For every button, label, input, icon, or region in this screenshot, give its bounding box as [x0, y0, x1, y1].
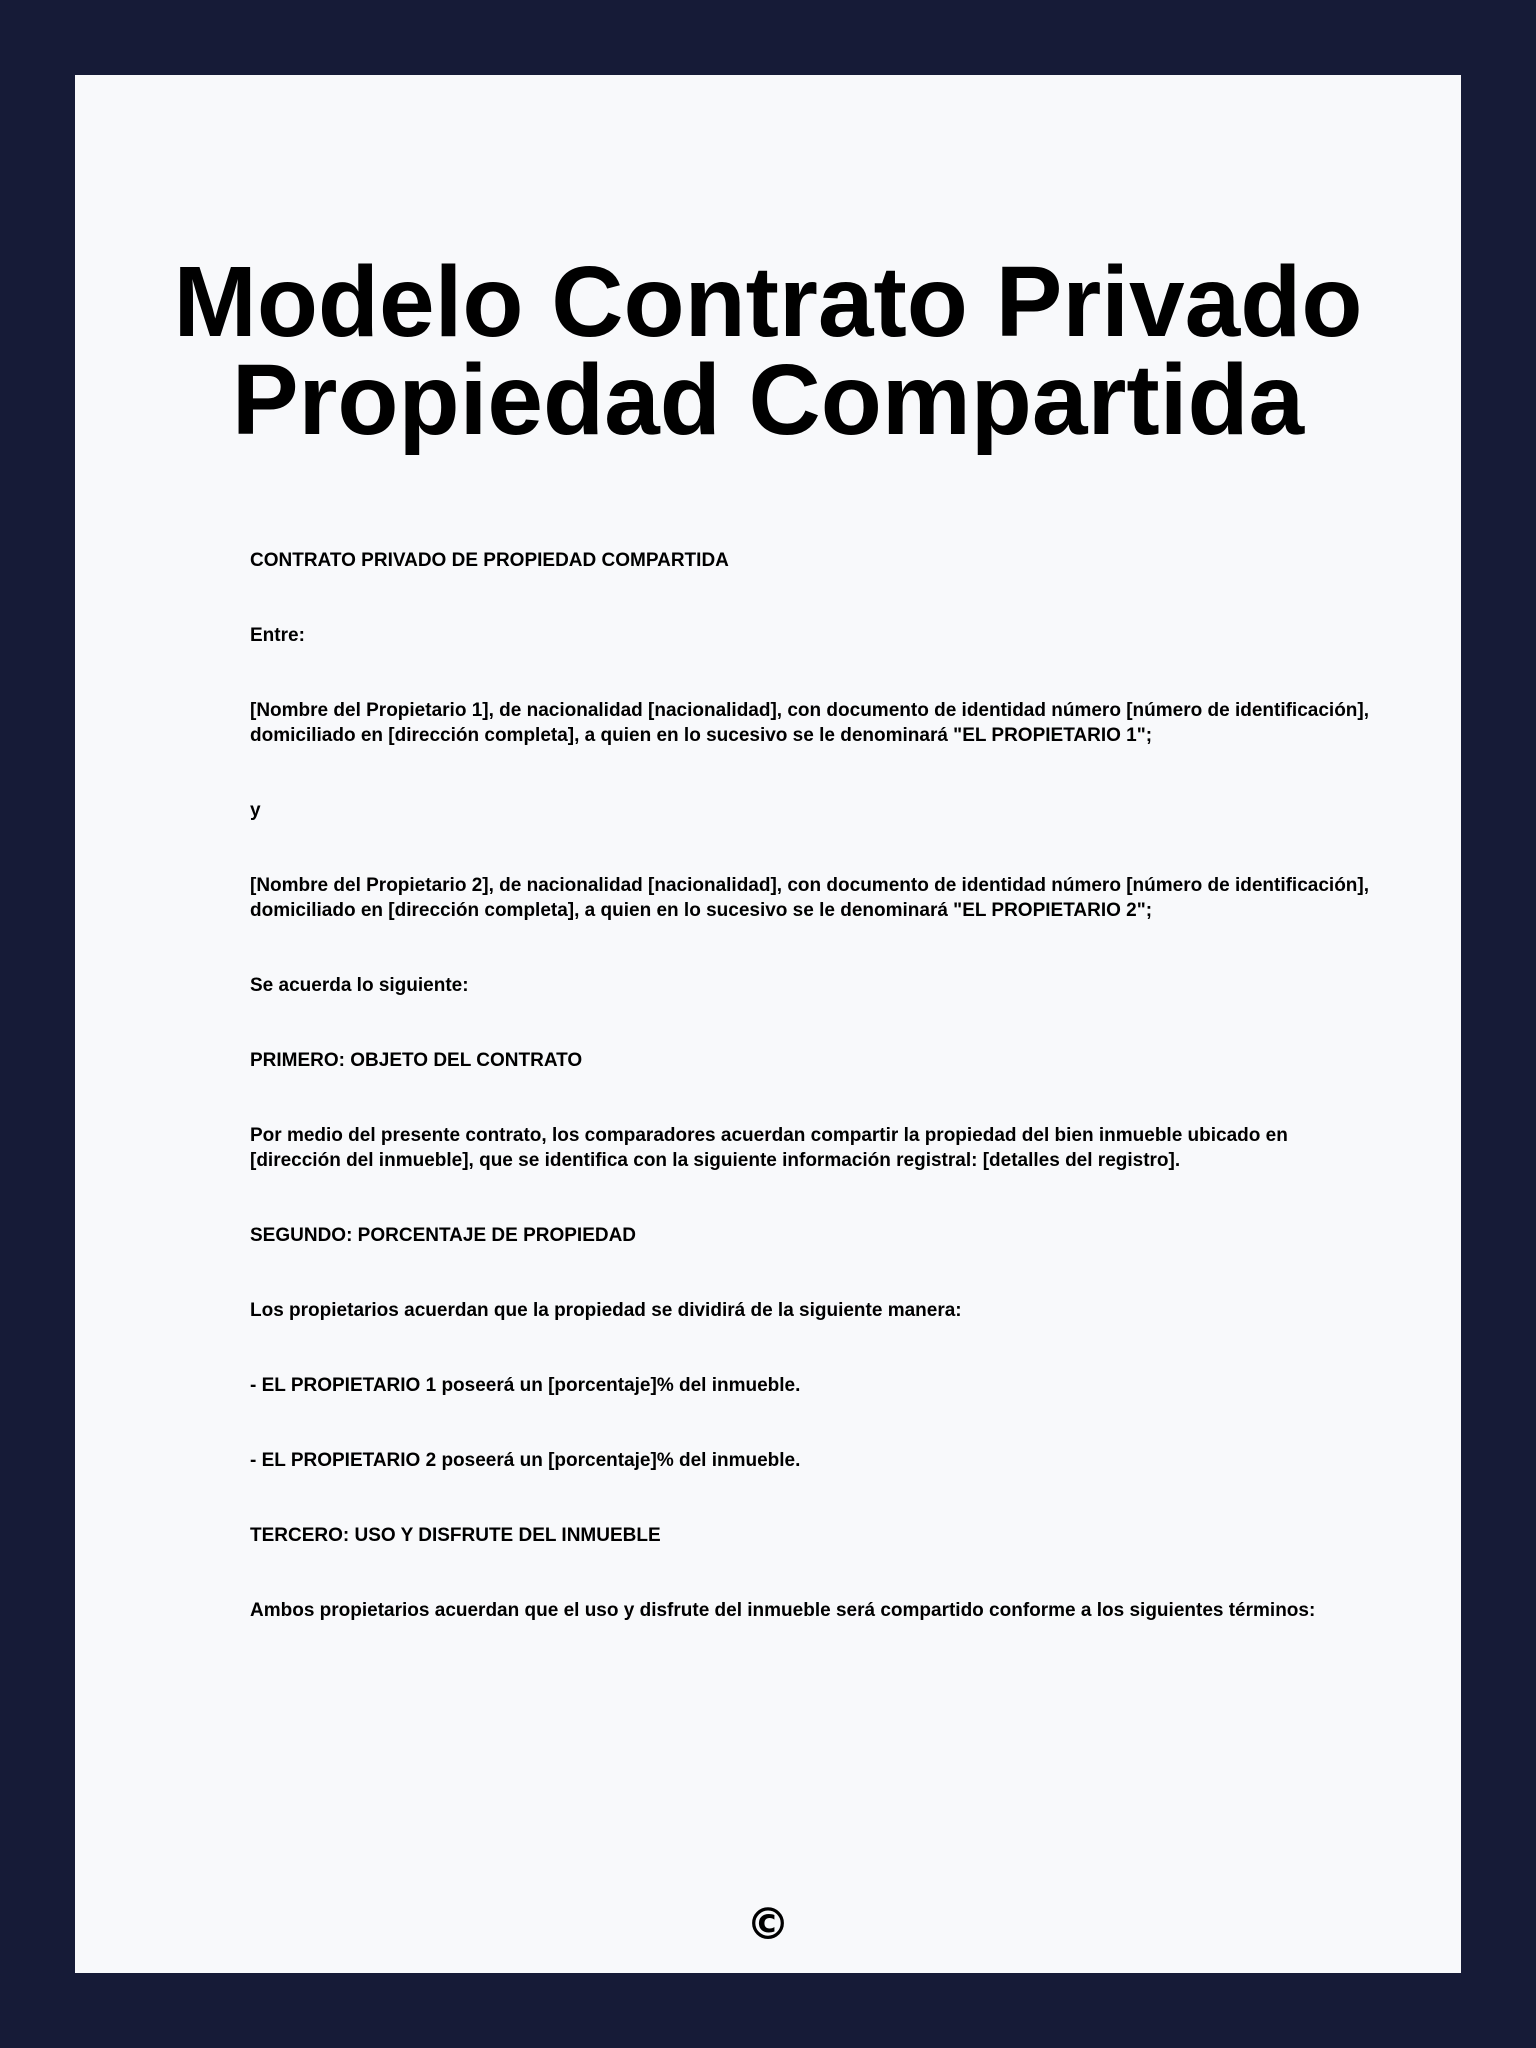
title-line-2: Propiedad Compartida: [231, 344, 1305, 456]
clause-primero-text: Por medio del presente contrato, los comparadores acuerdan compartir la propiedad del bien inmueble ubicado en [dirección del inmueble], que se identifica con la siguiente información registral: [detalles del registro].: [250, 1125, 1288, 1171]
clause-tercero-heading: TERCERO: USO Y DISFRUTE DEL INMUEBLE: [250, 1525, 661, 1546]
document-page: [75, 75, 1461, 1973]
title-line-1: Modelo Contrato Privado: [173, 246, 1363, 358]
paragraph-se-acuerda: Se acuerda lo siguiente:: [250, 975, 469, 996]
clause-segundo-item-1: - EL PROPIETARIO 1 poseerá un [porcentaje]% del inmueble.: [250, 1375, 801, 1396]
clause-primero-heading: PRIMERO: OBJETO DEL CONTRATO: [250, 1050, 583, 1071]
clause-tercero-text: Ambos propietarios acuerdan que el uso y disfrute del inmueble será compartido conforme a los siguientes términos:: [250, 1600, 1316, 1621]
paragraph-owner-2: [Nombre del Propietario 2], de nacionalidad [nacionalidad], con documento de identidad número [número de identificación], domiciliado en [dirección completa], a quien en lo sucesivo se le denominará "EL PROPIETARIO 2";: [250, 875, 1370, 921]
copyright-icon: ©: [746, 1899, 790, 1950]
paragraph-y: y: [250, 800, 261, 821]
paragraph-owner-1: [Nombre del Propietario 1], de nacionalidad [nacionalidad], con documento de identidad número [número de identificación], domiciliado en [dirección completa], a quien en lo sucesivo se le denominará "EL PROPIETARIO 1";: [250, 700, 1370, 746]
document-title: [75, 246, 1461, 456]
contract-body: [250, 548, 1370, 1673]
clause-segundo-item-2: - EL PROPIETARIO 2 poseerá un [porcentaje]% del inmueble.: [250, 1450, 801, 1471]
clause-segundo-text: Los propietarios acuerdan que la propiedad se dividirá de la siguiente manera:: [250, 1300, 962, 1321]
contract-heading: CONTRATO PRIVADO DE PROPIEDAD COMPARTIDA: [250, 550, 729, 571]
paragraph-entre: Entre:: [250, 625, 305, 646]
clause-segundo-heading: SEGUNDO: PORCENTAJE DE PROPIEDAD: [250, 1225, 637, 1246]
